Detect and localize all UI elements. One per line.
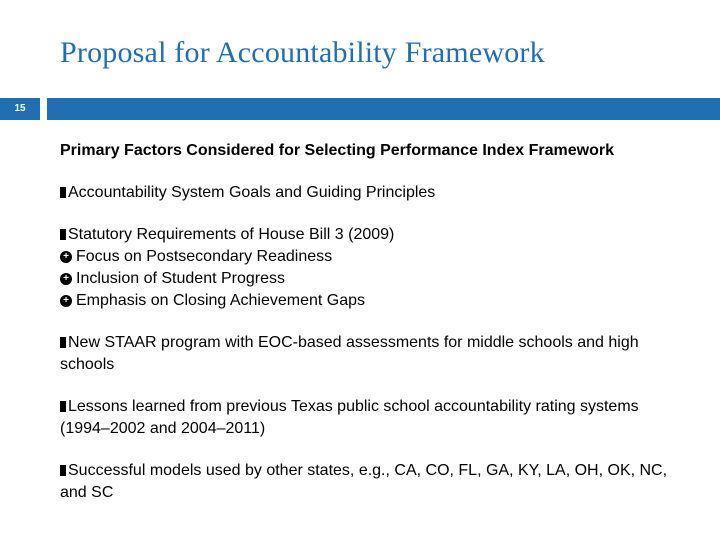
factor-item <box>60 182 680 204</box>
sub-list-item <box>60 268 680 290</box>
square-bullet-icon <box>60 337 66 348</box>
factor-item <box>60 396 680 440</box>
factor-text: Successful models used by other states, e.g., CA, CO, FL, GA, KY, LA, OH, OK, NC, and SC <box>60 462 668 501</box>
factor-text: Accountability System Goals and Guiding Principles <box>68 184 436 201</box>
header-bar <box>47 98 720 120</box>
header-bar-row <box>0 98 720 120</box>
factor-item <box>60 332 680 376</box>
sub-item-text: Emphasis on Closing Achievement Gaps <box>76 292 366 309</box>
square-bullet-icon <box>60 465 66 476</box>
factor-text: Statutory Requirements of House Bill 3 (2009) <box>68 226 395 243</box>
factor-item <box>60 224 680 312</box>
square-bullet-icon <box>60 229 66 240</box>
slide-content <box>60 140 680 504</box>
factor-text: New STAAR program with EOC-based assessments for middle schools and high schools <box>60 334 639 373</box>
factor-item <box>60 460 680 504</box>
slide-number: 15 <box>0 98 40 120</box>
factor-text: Lessons learned from previous Texas public school accountability rating systems (1994–2002 and 2004–2011) <box>60 398 639 437</box>
factor-sublist <box>60 246 680 312</box>
square-bullet-icon <box>60 401 66 412</box>
square-bullet-icon <box>60 187 66 198</box>
circle-plus-bullet-icon: + <box>60 295 72 307</box>
circle-plus-bullet-icon: + <box>60 273 72 285</box>
slide-title: Proposal for Accountability Framework <box>60 36 545 69</box>
sub-list-item <box>60 246 680 268</box>
sub-list-item <box>60 290 680 312</box>
sub-item-text: Inclusion of Student Progress <box>76 270 286 287</box>
content-subheading: Primary Factors Considered for Selecting Performance Index Framework <box>60 142 614 159</box>
circle-plus-bullet-icon: + <box>60 251 72 263</box>
sub-item-text: Focus on Postsecondary Readiness <box>76 248 333 265</box>
